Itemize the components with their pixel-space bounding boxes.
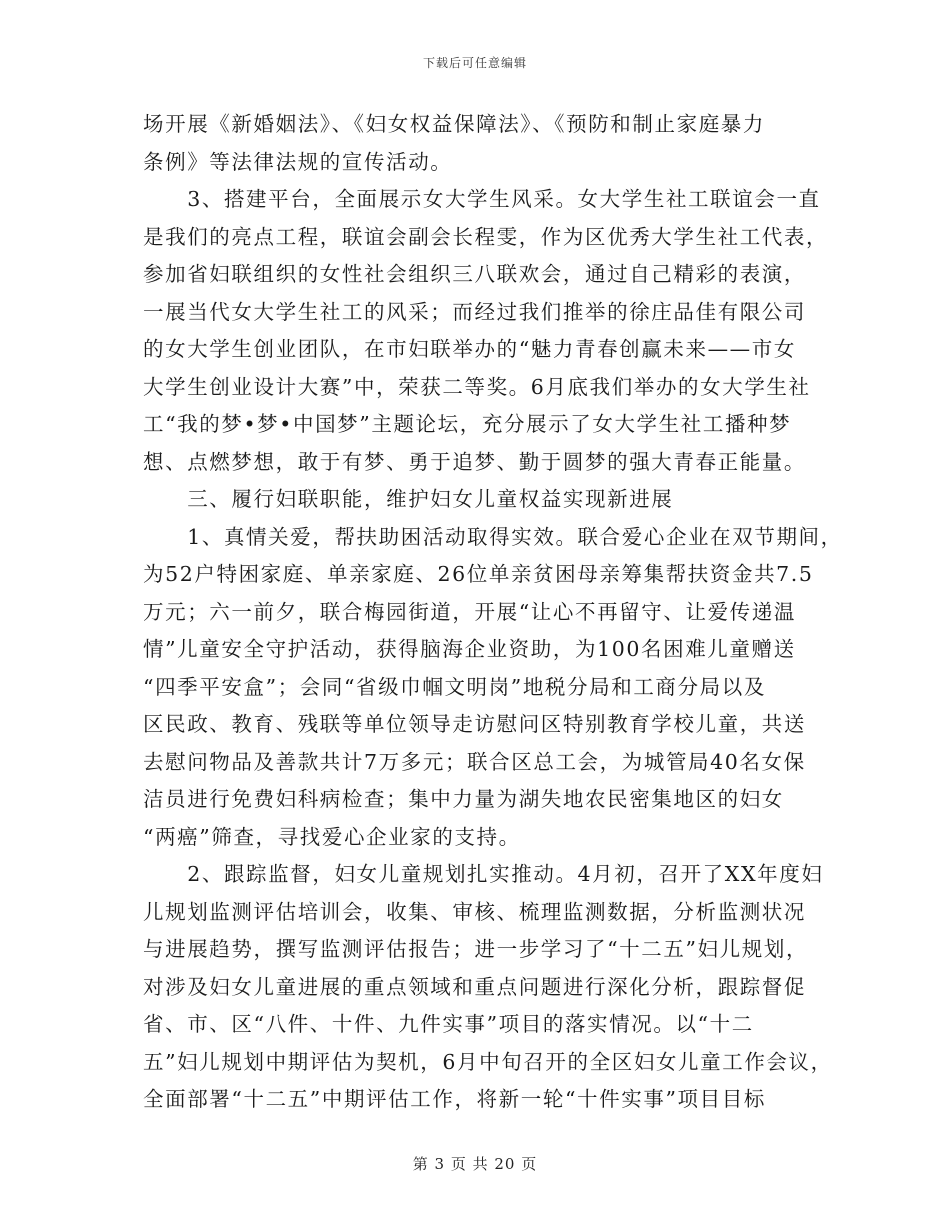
text-line: 区民政、教育、残联等单位领导走访慰问区特别教育学校儿童，共送 [143,712,806,736]
text-line: 儿规划监测评估培训会，收集、审核、梳理监测数据，分析监测状况 [143,899,806,924]
text-line: 的女大学生创业团队，在市妇联举办的“魅力青春创赢未来——市女 [143,337,796,361]
text-line: 是我们的亮点工程，联谊会副会长程雯，作为区优秀大学生社工代表， [143,224,829,249]
section-heading: 三、履行妇联职能，维护妇女儿童权益实现新进展 [143,487,674,511]
text-line: 工“我的梦•梦•中国梦”主题论坛，充分展示了女大学生社工播种梦 [143,412,792,436]
text-line: 洁员进行免费妇科病检查；集中力量为湖失地农民密集地区的妇女 [143,787,784,811]
text-line: 去慰问物品及善款共计7万多元；联合区总工会，为城管局40名女保 [143,749,806,774]
text-line: 为52户特困家庭、单亲家庭、26位单亲贫困母亲筹集帮扶资金共7.5 [143,562,814,586]
text-line: 万元；六一前夕，联合梅园街道，开展“让心不再留守、让爱传递温 [143,599,796,624]
text-line: 一展当代女大学生社工的风采；而经过我们推举的徐庄品佳有限公司 [143,299,806,324]
text-line: “两癌”筛查，寻找爱心企业家的支持。 [143,824,521,849]
page-number-footer: 第 3 页 共 20 页 [412,1155,538,1173]
text-line: 对涉及妇女儿童进展的重点领域和重点问题进行深化分析，跟踪督促 [143,974,806,999]
text-line: 参加省妇联组织的女性社会组织三八联欢会，通过自己精彩的表演， [143,262,806,286]
text-line: 情”儿童安全守护活动，获得脑海企业资助，为100名困难儿童赠送 [143,637,796,661]
text-line: 省、市、区“八件、十件、九件实事”项目的落实情况。以“十二 [143,1012,754,1036]
text-line: 2、跟踪监督，妇女儿童规划扎实推动。4月初，召开了XX年度妇 [143,862,824,886]
text-line: 条例》等法律法规的宣传活动。 [143,149,453,174]
text-line: 想、点燃梦想，敢于有梦、勇于追梦、勤于圆梦的强大青春正能量。 [143,449,806,474]
document-body [143,106,843,1119]
text-line: 五”妇儿规划中期评估为契机，6月中旬召开的全区妇女儿童工作会议， [143,1049,833,1074]
text-line: 3、搭建平台，全面展示女大学生风采。女大学生社工联谊会一直 [143,187,821,211]
text-line: 1、真情关爱，帮扶助困活动取得实效。联合爱心企业在双节期间， [143,524,843,549]
text-line: 与进展趋势，撰写监测评估报告；进一步学习了“十二五”妇儿规划， [143,937,809,961]
text-line: “四季平安盒”；会同“省级巾帼文明岗”地税分局和工商分局以及 [143,674,766,699]
text-line: 场开展《新婚姻法》、《妇女权益保障法》、《预防和制止家庭暴力 [143,112,765,136]
text-line: 全面部署“十二五”中期评估工作，将新一轮“十件实事”项目目标 [143,1087,766,1111]
page-header-note: 下载后可任意编辑 [422,56,527,70]
text-line: 大学生创业设计大赛”中，荣获二等奖。6月底我们举办的女大学生社 [143,374,811,399]
